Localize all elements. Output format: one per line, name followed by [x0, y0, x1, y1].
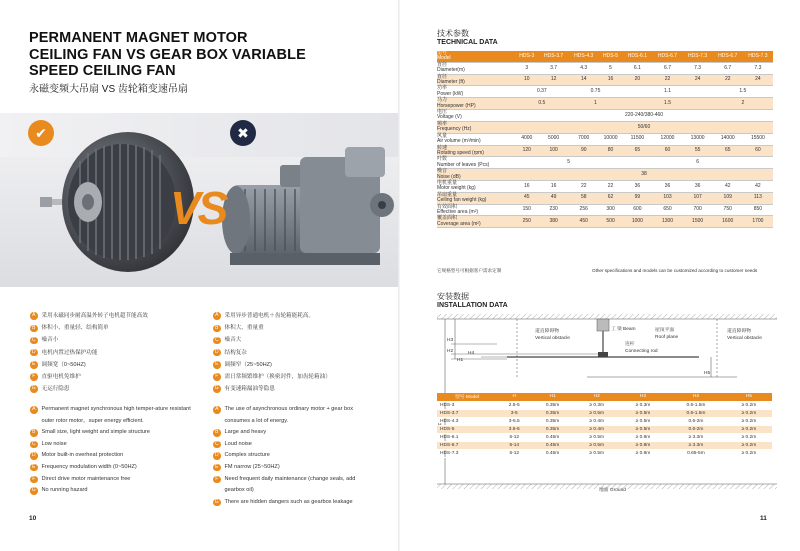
- table-cell: 65: [713, 145, 743, 157]
- table-cell: 700: [683, 204, 713, 216]
- check-icon: ✔: [28, 120, 54, 146]
- table-row: [437, 121, 773, 133]
- list-item: G There are hidden dangers such as gearbox leakage: [214, 498, 353, 505]
- table-cell: 1.1: [622, 86, 712, 98]
- table-row: [437, 433, 772, 441]
- row-label: 风量 Air volume (m³/min): [437, 133, 515, 145]
- table-row: [437, 425, 772, 433]
- table-row: [437, 74, 773, 86]
- table-cell: 0.6-1.5m: [666, 409, 726, 417]
- table-cell: 24: [683, 74, 713, 86]
- page-number: 11: [760, 515, 767, 522]
- table-cell: 11500: [622, 133, 652, 145]
- cross-icon: ✖: [230, 120, 256, 146]
- header-cell: HDS-5: [599, 51, 623, 62]
- table-cell: ≥ 0.4m: [574, 425, 620, 433]
- title-line: CEILING FAN VS GEAR BOX VARIABLE: [29, 46, 306, 63]
- table-cell: 0.5: [515, 98, 569, 110]
- table-cell: 1: [569, 98, 623, 110]
- table-cell: 36: [652, 180, 682, 192]
- row-label: 功率 Power (kW): [437, 86, 515, 98]
- row-label: 吊扇重量 Ceiling fan weight (kg): [437, 192, 515, 204]
- row-label: 覆盖面积 Coverage area (m²): [437, 216, 515, 228]
- table-cell: 6.7: [652, 62, 682, 74]
- table-cell: 42: [743, 180, 773, 192]
- table-cell: 1300: [652, 216, 682, 228]
- table-cell: 6.1: [622, 62, 652, 74]
- table-cell: 0.45m: [532, 433, 574, 441]
- table-cell: 150: [515, 204, 539, 216]
- list-item: C Loud noise: [214, 440, 252, 447]
- table-cell: 3-5.5: [497, 417, 532, 425]
- table-cell: 5-12: [497, 450, 532, 458]
- beam-label-cn: 工 梁: [611, 327, 622, 332]
- dim-label: H4: [468, 351, 475, 356]
- table-cell: 12000: [652, 133, 682, 145]
- subtitle-cn: 永磁变频大吊扇 VS 齿轮箱变速吊扇: [29, 84, 188, 95]
- list-item: D Complex structure: [214, 452, 270, 459]
- table-cell: 450: [569, 216, 599, 228]
- header-cell: HDS-7.3: [683, 51, 713, 62]
- hero-image: [0, 113, 400, 287]
- table-cell: 49: [539, 192, 569, 204]
- technical-data-body: [437, 62, 773, 227]
- table-cell: 14: [569, 74, 599, 86]
- gb-features-en: [213, 404, 373, 508]
- table-cell: 300: [599, 204, 623, 216]
- header-model: 型号 Model: [437, 51, 515, 62]
- table-cell: ≥ 0.2m: [726, 417, 772, 425]
- table-cell: 24: [743, 74, 773, 86]
- table-cell: 250: [515, 216, 539, 228]
- list-item: E Frequency modulation width (0~50HZ): [30, 462, 195, 474]
- table-cell: 14000: [713, 133, 743, 145]
- table-row: [437, 204, 773, 216]
- table-cell: HDS-7.3: [437, 450, 497, 458]
- row-label: 马力 Horsepower (HP): [437, 98, 515, 110]
- table-cell: ≥ 0.5m: [620, 425, 666, 433]
- table-row: [437, 110, 773, 122]
- table-cell: 90: [569, 145, 599, 157]
- table-row: [437, 192, 773, 204]
- list-item: C Low noise: [31, 440, 67, 447]
- table-cell: ≥ 0.5m: [574, 450, 620, 458]
- table-cell: ≥ 0.2m: [726, 450, 772, 458]
- list-item: D 电机内置过热保护功能: [31, 348, 98, 356]
- table-cell: 1.5: [622, 98, 712, 110]
- table-cell: 103: [652, 192, 682, 204]
- obstacle-label-en: Vertical obstacle: [535, 336, 570, 341]
- table-row: [437, 450, 772, 458]
- table-cell: 650: [652, 204, 682, 216]
- table-cell: ≥ 0.2m: [726, 409, 772, 417]
- header-cell: H: [497, 393, 532, 401]
- beam-shape: [597, 319, 609, 331]
- list-item: A 采用异步普通电机＋齿轮箱能耗高。: [213, 310, 331, 322]
- table-cell: ≥ 0.5m: [574, 442, 620, 450]
- tech-title-en: TECHNICAL DATA: [437, 39, 498, 46]
- table-cell: 256: [569, 204, 599, 216]
- table-cell: 16: [515, 180, 539, 192]
- table-row: [437, 145, 773, 157]
- table-cell: 55: [683, 145, 713, 157]
- table-cell: 220-240/380-460: [515, 110, 773, 122]
- table-cell: 750: [713, 204, 743, 216]
- obstacle-label-cn: 道直障碍物: [535, 329, 559, 334]
- table-cell: ≥ 0.5m: [620, 417, 666, 425]
- list-item: B Large and heavy: [213, 427, 373, 439]
- ceiling-hatch: [437, 314, 777, 319]
- header-cell: H3: [620, 393, 666, 401]
- table-cell: 0.35m: [532, 409, 574, 417]
- row-label: 直径 Diameter (ft): [437, 74, 515, 86]
- dim-label: H3: [447, 338, 454, 343]
- table-cell: 6.7: [713, 62, 743, 74]
- table-cell: ≥ 0.8m: [620, 450, 666, 458]
- note-cn: 它规格型号可根据客户需求定制: [437, 268, 502, 273]
- table-row: [437, 98, 773, 110]
- list-item: E FM narrow (25~50HZ): [213, 462, 373, 474]
- title-line: PERMANENT MAGNET MOTOR: [29, 30, 248, 46]
- list-item: D 结构复杂: [214, 348, 247, 356]
- table-cell: 100: [539, 145, 569, 157]
- table-cell: 113: [743, 192, 773, 204]
- table-cell: ≥ 0.5m: [620, 409, 666, 417]
- header-cell: H4: [666, 393, 726, 401]
- table-cell: HDS-4.3: [437, 417, 497, 425]
- header-cell: 型号 Model: [437, 393, 497, 401]
- row-label: 频率 Frequency (Hz): [437, 121, 515, 133]
- table-cell: 0.35m: [532, 401, 574, 409]
- table-cell: ≥ 3.3m: [666, 433, 726, 441]
- pm-features-en: [30, 404, 195, 497]
- list-item: B 体积小、重量轻、结构简单: [30, 322, 148, 334]
- table-cell: 0.75: [569, 86, 623, 98]
- table-cell: 0.6-2m: [666, 417, 726, 425]
- vs-label: VS: [170, 182, 226, 234]
- page-number: 10: [29, 515, 37, 522]
- table-cell: 230: [539, 204, 569, 216]
- header-cell: HDS-6.1: [622, 51, 652, 62]
- table-row: [437, 216, 773, 228]
- table-cell: ≥ 0.2m: [726, 401, 772, 409]
- table-cell: 1700: [743, 216, 773, 228]
- table-row: [437, 62, 773, 74]
- table-cell: ≥ 0.2m: [726, 433, 772, 441]
- header-cell: H1: [532, 393, 574, 401]
- header-cell: H2: [574, 393, 620, 401]
- table-cell: 5: [515, 157, 622, 169]
- table-cell: 3.6-6: [497, 425, 532, 433]
- roof-label-cn: 屋顶平面: [655, 328, 675, 333]
- table-cell: HDS-3: [437, 401, 497, 409]
- installation-data-table: [437, 393, 772, 458]
- table-cell: 42: [713, 180, 743, 192]
- table-row: [437, 409, 772, 417]
- table-cell: ≥ 0.5m: [574, 409, 620, 417]
- list-item: B 体积大、重量重: [213, 322, 331, 334]
- table-cell: 6: [622, 157, 773, 169]
- table-cell: HDS-5: [437, 425, 497, 433]
- table-cell: 1600: [713, 216, 743, 228]
- dim-label: H1: [457, 358, 464, 363]
- table-cell: 3-5: [497, 409, 532, 417]
- header-cell: HDS-3: [515, 51, 539, 62]
- list-item: A Permanent magnet synchronous high temper-ature resistant outer rotor motor，super energy efficient.: [30, 404, 195, 427]
- table-cell: 380: [539, 216, 569, 228]
- table-cell: 62: [599, 192, 623, 204]
- technical-data-table: [437, 51, 773, 228]
- table-cell: 22: [652, 74, 682, 86]
- table-cell: 1000: [622, 216, 652, 228]
- table-cell: 850: [743, 204, 773, 216]
- table-row: [437, 180, 773, 192]
- list-item: B Small size, light weight and simple structure: [30, 427, 195, 439]
- table-cell: 4.3: [569, 62, 599, 74]
- roof-label-en: Roof plane: [655, 335, 679, 340]
- list-item: C 噪音小: [31, 336, 59, 344]
- list-item: F Direct drive motor maintenance free: [30, 474, 195, 486]
- list-item: A 采用永磁同步耐高温外转子电机超节能高效: [30, 310, 148, 322]
- table-cell: 10: [515, 74, 539, 86]
- table-cell: 38: [515, 169, 773, 181]
- note-en: Other specifications and models can be customized according to customer needs: [592, 268, 758, 273]
- table-cell: ≥ 0.8m: [620, 433, 666, 441]
- table-cell: ≥ 0.3m: [620, 401, 666, 409]
- list-item: G 无运行隐患: [31, 385, 70, 393]
- row-label: 叶数 Number of leaves (Pcs): [437, 157, 515, 169]
- right-page: [400, 0, 800, 551]
- table-row: [437, 157, 773, 169]
- list-item: F Need frequent daily maintenance (change seals, add gearbox oil): [213, 474, 373, 497]
- table-cell: 99: [622, 192, 652, 204]
- obstacle-right-label-en: Vertical obstacle: [727, 336, 762, 341]
- table-cell: 36: [683, 180, 713, 192]
- table-cell: 107: [683, 192, 713, 204]
- list-item: G No running hazard: [31, 487, 88, 494]
- row-label: 电压 Voltage (V): [437, 110, 515, 122]
- table-cell: 0.45m: [532, 442, 574, 450]
- table-cell: 60: [652, 145, 682, 157]
- table-cell: 0.45m: [532, 450, 574, 458]
- list-item: F 直驱电机免维护: [30, 371, 148, 383]
- table-cell: 60: [743, 145, 773, 157]
- table-cell: 80: [599, 145, 623, 157]
- table-cell: 4000: [515, 133, 539, 145]
- table-cell: 5-12: [497, 433, 532, 441]
- header-cell: HDS-3.7: [539, 51, 569, 62]
- table-cell: 22: [599, 180, 623, 192]
- table-cell: 2: [713, 98, 773, 110]
- table-cell: ≥ 0.2m: [726, 425, 772, 433]
- header-cell: HDS-6.7: [652, 51, 682, 62]
- row-label: 电机重量 Motor weight (kg): [437, 180, 515, 192]
- table-cell: 22: [713, 74, 743, 86]
- table-row: [437, 417, 772, 425]
- list-item: C 噪音大: [214, 336, 242, 344]
- table-cell: ≥ 0.5m: [574, 433, 620, 441]
- list-item: E 调频窄（25~50HZ): [213, 359, 331, 371]
- table-cell: 5-14: [497, 442, 532, 450]
- row-label: 有效面积 Effective area (m²): [437, 204, 515, 216]
- list-item: F 需日常频繁维护（换密封件，加齿轮箱油）: [213, 371, 331, 383]
- header-cell: HDS-7.3: [743, 51, 773, 62]
- table-cell: 5000: [539, 133, 569, 145]
- installation-data-body: [437, 401, 772, 458]
- table-header-row: [437, 393, 772, 401]
- beam-label-en: Beam: [623, 327, 636, 332]
- table-cell: ≥ 0.8m: [620, 442, 666, 450]
- table-cell: 3.7: [539, 62, 569, 74]
- table-cell: 0.65-5m: [666, 450, 726, 458]
- table-cell: 10000: [599, 133, 623, 145]
- table-cell: 600: [622, 204, 652, 216]
- page-title: [29, 30, 306, 80]
- table-cell: 7.3: [743, 62, 773, 74]
- obstacle-right-label-cn: 道直障碍物: [727, 329, 751, 334]
- table-cell: 58: [569, 192, 599, 204]
- table-cell: ≥ 0.3m: [574, 401, 620, 409]
- table-header-row: [437, 51, 773, 62]
- header-cell: HDS-6.7: [713, 51, 743, 62]
- table-cell: 15500: [743, 133, 773, 145]
- table-cell: HDS-6.7: [437, 442, 497, 450]
- table-cell: 0.37: [515, 86, 569, 98]
- table-row: [437, 133, 773, 145]
- table-cell: 65: [622, 145, 652, 157]
- row-label: 噪音 Noise (dB): [437, 169, 515, 181]
- table-cell: 0.35m: [532, 425, 574, 433]
- table-cell: 1500: [683, 216, 713, 228]
- row-label: 直径 Diameter(m): [437, 62, 515, 74]
- table-cell: 1.5: [713, 86, 773, 98]
- table-cell: 16: [599, 74, 623, 86]
- table-cell: ≥ 0.4m: [574, 417, 620, 425]
- tech-title-cn: 技术参数: [437, 29, 469, 38]
- title-line: SPEED CEILING FAN: [29, 63, 176, 79]
- table-cell: 109: [713, 192, 743, 204]
- table-cell: HDS-3.7: [437, 409, 497, 417]
- installation-title-cn: 安装数据: [437, 292, 469, 301]
- table-cell: 13000: [683, 133, 713, 145]
- table-row: [437, 401, 772, 409]
- table-row: [437, 169, 773, 181]
- table-cell: 22: [569, 180, 599, 192]
- list-item: D Motor built-in overheat protection: [31, 452, 124, 459]
- table-cell: 3: [515, 62, 539, 74]
- ground-label: 地面 Ground: [599, 488, 626, 493]
- table-cell: 50/60: [515, 121, 773, 133]
- header-cell: HDS-4.3: [569, 51, 599, 62]
- row-label: 转速 Rotating speed (rpm): [437, 145, 515, 157]
- table-cell: 12: [539, 74, 569, 86]
- table-row: [437, 442, 772, 450]
- table-cell: 36: [622, 180, 652, 192]
- table-cell: 0.6-2m: [666, 425, 726, 433]
- rod-label-cn: 连杆: [625, 342, 635, 347]
- table-row: [437, 86, 773, 98]
- installation-title-en: INSTALLATION DATA: [437, 302, 508, 309]
- table-cell: 500: [599, 216, 623, 228]
- table-cell: 7000: [569, 133, 599, 145]
- table-cell: 7.3: [683, 62, 713, 74]
- table-cell: 0.35m: [532, 417, 574, 425]
- table-cell: 2.5-5: [497, 401, 532, 409]
- table-cell: HDS-6.1: [437, 433, 497, 441]
- pm-features-cn: [30, 310, 148, 395]
- table-cell: 0.6-1.5m: [666, 401, 726, 409]
- table-cell: 45: [515, 192, 539, 204]
- dim-label: H2: [447, 349, 454, 354]
- table-cell: ≥ 0.2m: [726, 442, 772, 450]
- table-cell: ≥ 3.3m: [666, 442, 726, 450]
- header-cell: H5: [726, 393, 772, 401]
- table-cell: 16: [539, 180, 569, 192]
- gb-features-cn: [213, 310, 331, 395]
- table-cell: 5: [599, 62, 623, 74]
- dim-label: H5: [704, 371, 711, 376]
- list-item: A The use of asynchronous ordinary motor + gear box consumes a lot of energy.: [213, 404, 373, 427]
- rod-label-en: Connecting rod: [625, 349, 658, 354]
- motor-shape: [598, 352, 608, 357]
- table-cell: 120: [515, 145, 539, 157]
- list-item: G 有变速箱漏油等隐患: [214, 385, 275, 393]
- table-cell: 20: [622, 74, 652, 86]
- list-item: E 调频宽（0~50HZ): [30, 359, 148, 371]
